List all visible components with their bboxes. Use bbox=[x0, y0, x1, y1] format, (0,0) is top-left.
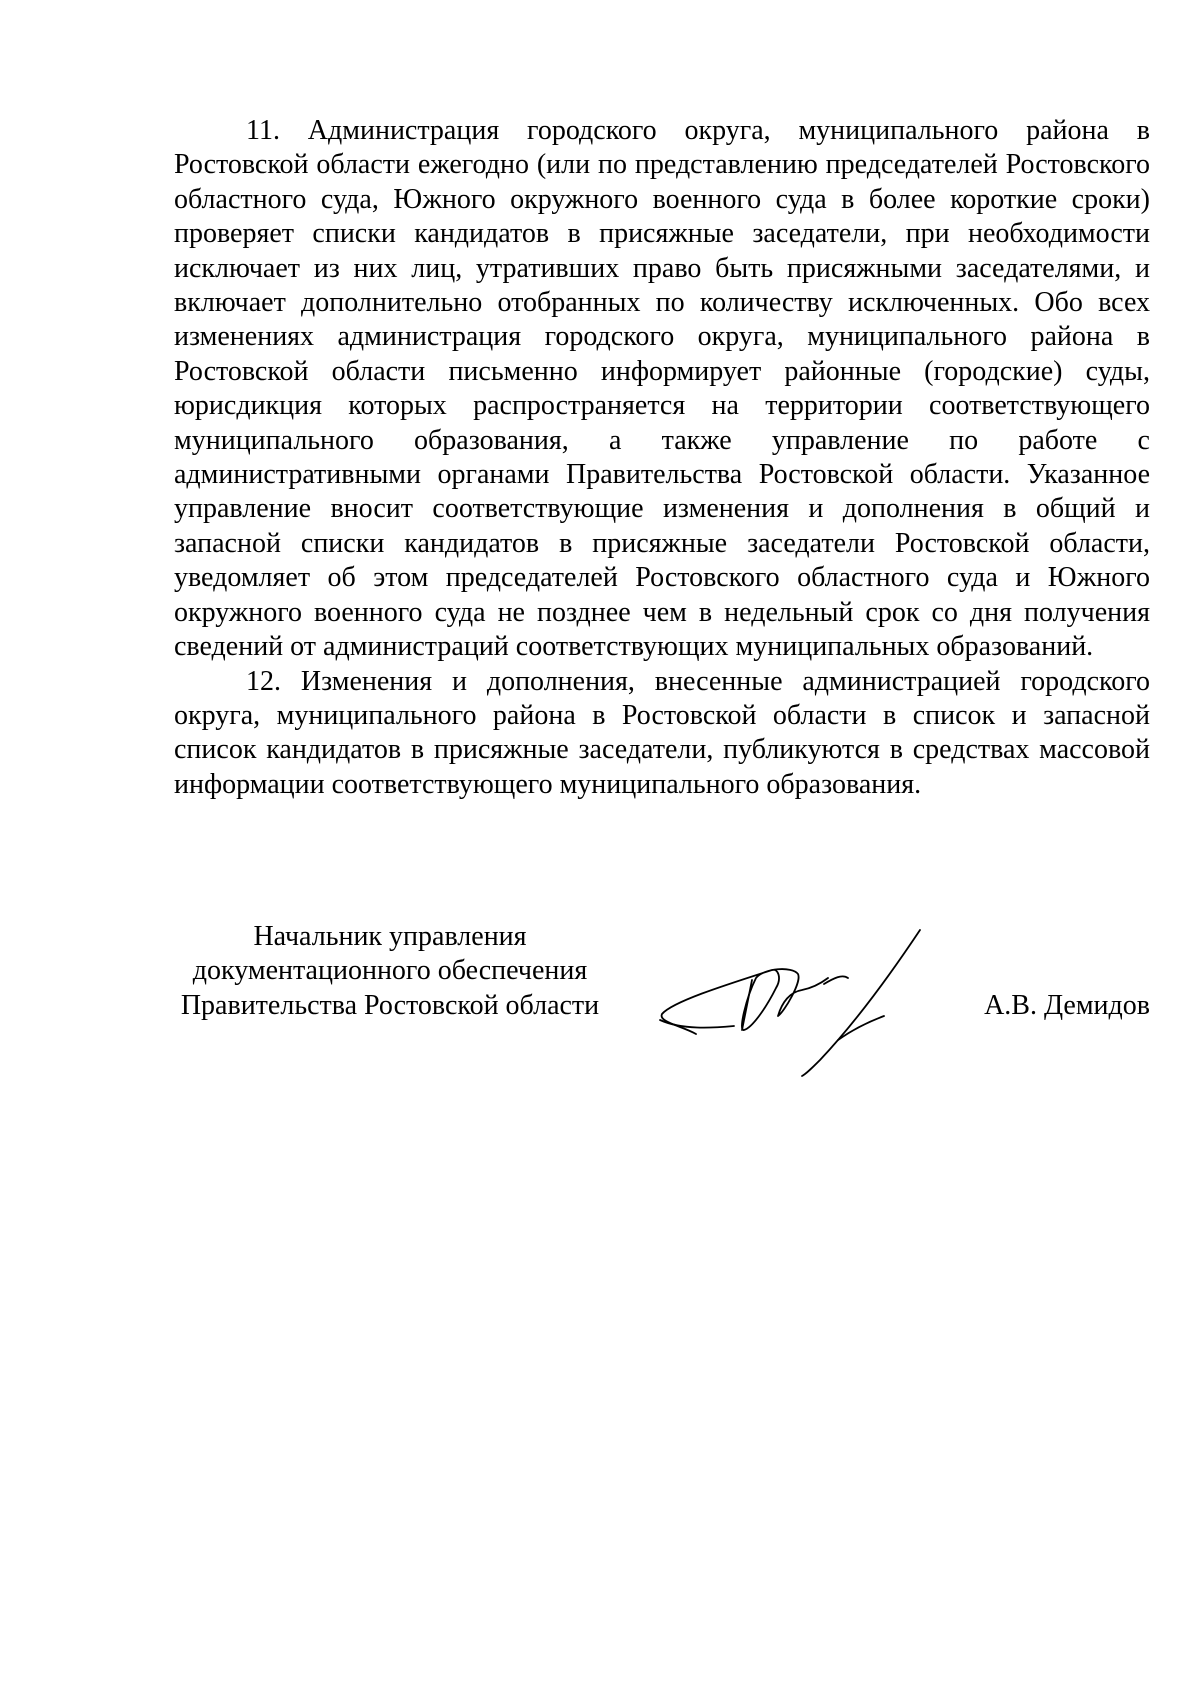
signatory-position-line: документационного обеспечения bbox=[192, 955, 588, 987]
signatory-position-line: Начальник управления bbox=[253, 921, 527, 952]
document-body bbox=[174, 114, 1150, 802]
handwritten-signature bbox=[652, 922, 930, 1078]
paragraph-11: 11. Администрация городского округа, муниципального района в Ростовской области ежегодно (или по представлению председателей Ростовского областного суда, Южного окружного военного суда в более короткие сроки) проверяет списки кандидатов в присяжные заседатели, при необходимости исключает из них лиц, утративших право быть присяжными заседателями, и включает дополнительно отобранных по количеству исключенных. Обо всех изменениях администрация городского округа, муниципального района в Ростовской области письменно информирует районные (городские) суды, юрисдикция которых распространяется на территории соответствующего муниципального образования, а также управление по работе с административными органами Правительства Ростовской области. Указанное управление вносит соответствующие изменения и дополнения в общий и запасной списки кандидатов в присяжные заседатели Ростовской области, уведомляет об этом председателей Ростовского областного суда и Южного окружного военного суда не позднее чем в недельный срок со дня получения сведений от администраций соответствующих муниципальных образований. bbox=[174, 115, 1150, 663]
paragraph-12: 12. Изменения и дополнения, внесенные администрацией городского округа, муниципального района в Ростовской области в список и запасной список кандидатов в присяжные заседатели, публикуются в средствах массовой информации соответствующего муниципального образования. bbox=[174, 665, 1150, 800]
signatory-name: А.В. Демидов bbox=[984, 989, 1150, 1021]
signatory-position bbox=[174, 920, 606, 1023]
signatory-position-line: Правительства Ростовской области bbox=[180, 989, 600, 1021]
